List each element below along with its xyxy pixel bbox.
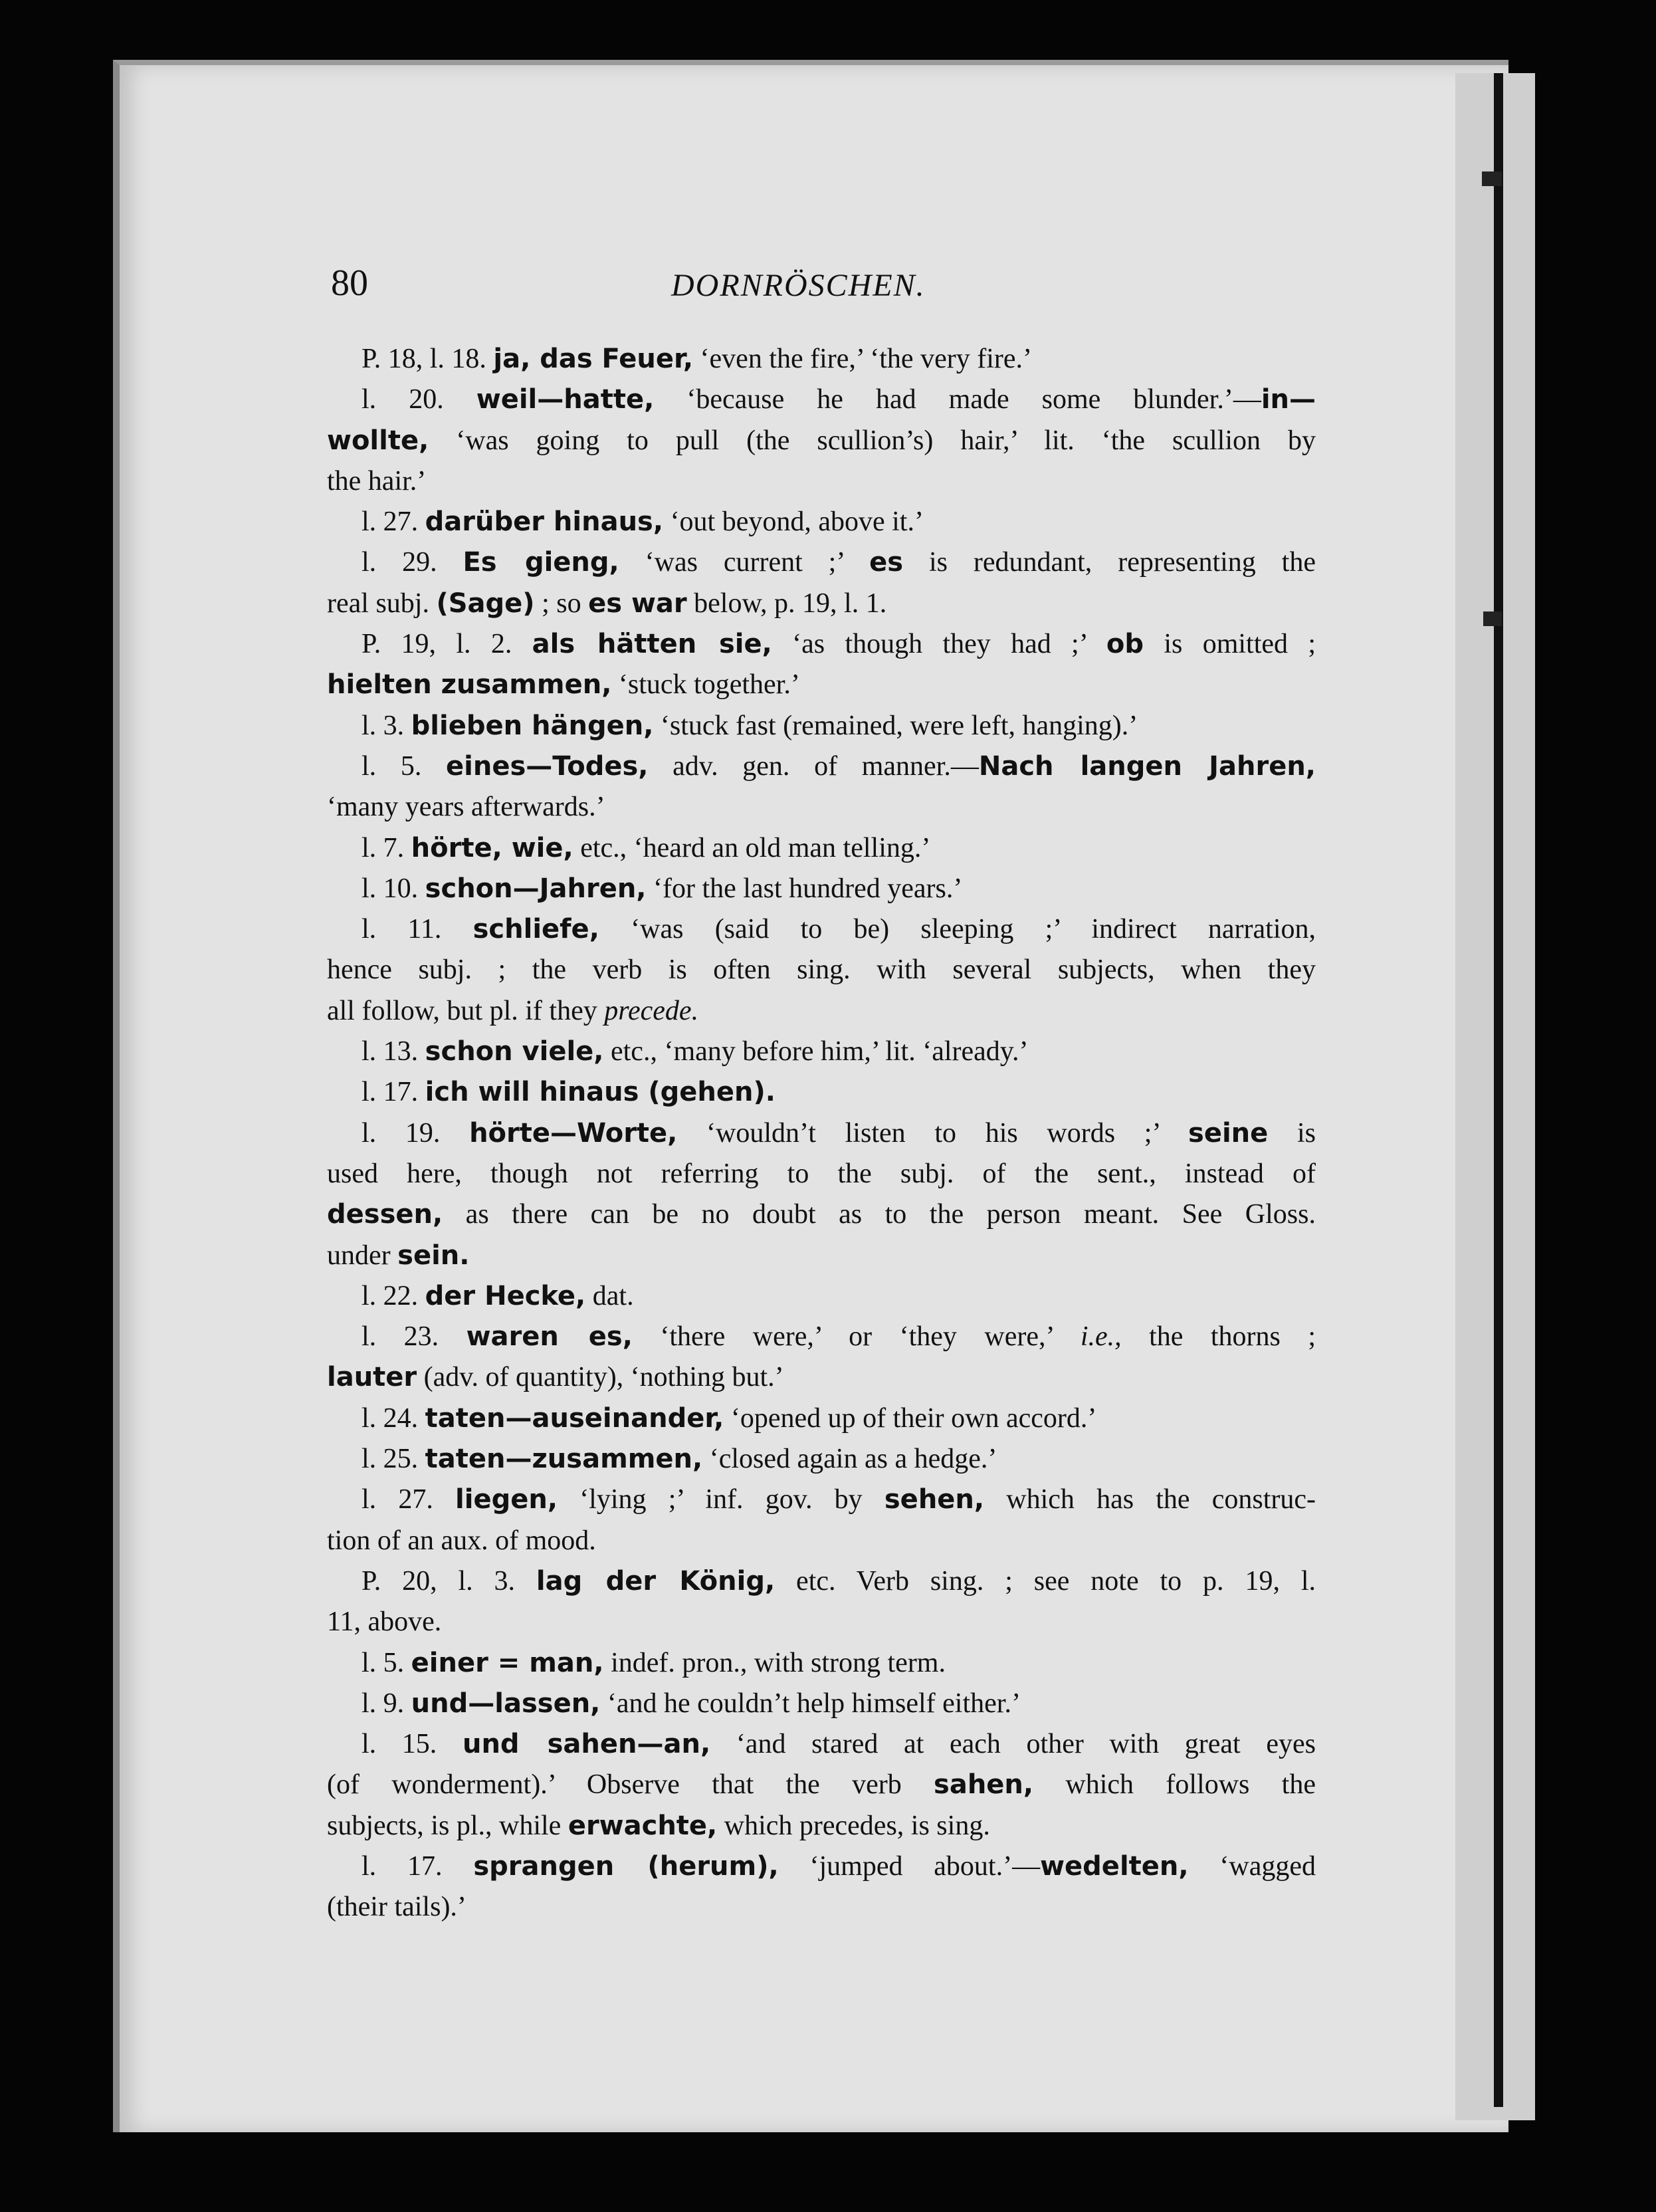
note-text: l. 17. xyxy=(362,1850,474,1882)
note-text: ‘even the fire,’ ‘the very fire.’ xyxy=(693,344,1032,374)
headword: wedelten, xyxy=(1040,1850,1189,1882)
note-text: precede. xyxy=(604,995,699,1026)
note-text: the hair.’ xyxy=(327,465,427,497)
headword: hörte, wie, xyxy=(411,832,573,863)
note-line xyxy=(327,1684,1316,1724)
note-text: adv. gen. of manner.— xyxy=(648,750,979,782)
note-line xyxy=(327,1521,1316,1561)
note-text: l. 25. xyxy=(362,1444,425,1475)
note-text: l. 5. xyxy=(362,750,447,782)
headword: ob xyxy=(1106,629,1144,660)
note-line xyxy=(327,461,1316,502)
headword: seine xyxy=(1188,1117,1269,1149)
note-text: indef. pron., with strong term. xyxy=(603,1647,946,1678)
note-line xyxy=(327,1439,1316,1480)
headword: (Sage) xyxy=(436,588,535,619)
note-line xyxy=(327,1398,1316,1439)
note-text: l. 11. xyxy=(362,914,473,945)
note-line xyxy=(327,1846,1316,1887)
page-number: 80 xyxy=(331,263,368,304)
note-text: P. 20, l. 3. xyxy=(362,1565,536,1597)
note-line xyxy=(327,542,1316,583)
headword: blieben hängen, xyxy=(411,710,654,741)
note-line xyxy=(327,706,1316,746)
headword: erwachte, xyxy=(568,1810,718,1841)
note-line xyxy=(327,1276,1316,1317)
note-text: hence subj. ; the verb is often sing. with several subjects, when they xyxy=(327,954,1316,986)
note-text: ‘many years afterwards.’ xyxy=(327,792,605,823)
running-title: DORNRÖSCHEN. xyxy=(671,268,926,303)
headword: als hätten sie, xyxy=(532,629,772,660)
note-line xyxy=(327,909,1316,950)
note-text: which has the construc- xyxy=(984,1484,1316,1515)
note-text: used here, though not referring to the subj. of the sent., instead of xyxy=(327,1158,1316,1189)
note-text: ‘because he had made some blunder.’— xyxy=(654,384,1261,415)
note-text: real subj. xyxy=(327,588,437,619)
note-text: l. 29. xyxy=(362,547,463,578)
headword: der Hecke, xyxy=(425,1280,586,1311)
note-text: ‘was going to pull (the scullion’s) hair,’ lit. ‘the scullion by xyxy=(429,425,1316,456)
headword: liegen, xyxy=(455,1484,558,1515)
note-line xyxy=(327,991,1316,1032)
headword: sein. xyxy=(397,1240,470,1271)
headword: schon—Jahren, xyxy=(425,873,647,904)
headword: schon viele, xyxy=(425,1036,604,1067)
note-text: 11, above. xyxy=(327,1606,442,1638)
notes-body xyxy=(327,339,1316,1928)
note-line xyxy=(327,1887,1316,1928)
headword: hielten zusammen, xyxy=(327,669,612,701)
note-text: (adv. of quantity), ‘nothing but.’ xyxy=(417,1362,784,1393)
headword: es war xyxy=(588,588,687,619)
headword: lauter xyxy=(327,1362,417,1393)
note-line xyxy=(327,787,1316,828)
note-text: subjects, is pl., while xyxy=(327,1810,568,1841)
note-text: l. 9. xyxy=(362,1688,411,1719)
headword: wollte, xyxy=(327,425,429,456)
note-text: etc., ‘heard an old man telling.’ xyxy=(573,832,931,863)
note-text: ‘stuck together.’ xyxy=(611,669,800,701)
note-text: is xyxy=(1268,1117,1316,1149)
headword: Nach langen Jahren, xyxy=(978,750,1316,782)
note-line xyxy=(327,380,1316,420)
note-text: P. 18, l. 18. xyxy=(362,344,494,374)
note-text: l. 22. xyxy=(362,1280,425,1311)
note-line xyxy=(327,1643,1316,1684)
note-line xyxy=(327,421,1316,461)
note-line xyxy=(327,1154,1316,1194)
note-text: ‘was (said to be) sleeping ;’ indirect narration, xyxy=(599,914,1316,945)
note-text: l. 10. xyxy=(362,873,425,904)
note-line xyxy=(327,1480,1316,1520)
headword: hörte—Worte, xyxy=(469,1117,678,1149)
note-text: below, p. 19, l. 1. xyxy=(686,588,887,619)
note-text: l. 7. xyxy=(362,832,411,863)
headword: dessen, xyxy=(327,1199,443,1230)
headword: sprangen (herum), xyxy=(473,1850,779,1882)
headword: und sahen—an, xyxy=(462,1729,711,1760)
note-text: the thorns ; xyxy=(1121,1321,1316,1353)
note-line xyxy=(327,1602,1316,1642)
note-text: P. 19, l. 2. xyxy=(362,629,532,660)
note-text: etc., ‘many before him,’ lit. ‘already.’ xyxy=(603,1036,1029,1067)
headword: und—lassen, xyxy=(411,1688,601,1719)
note-text: l. 15. xyxy=(362,1729,463,1760)
note-text: ‘closed again as a hedge.’ xyxy=(702,1444,997,1475)
note-line xyxy=(327,869,1316,909)
note-text: under xyxy=(327,1240,398,1271)
headword: darüber hinaus, xyxy=(425,506,664,538)
note-text: all follow, but pl. if they xyxy=(327,995,605,1026)
headword: lag der König, xyxy=(536,1565,776,1597)
headword: sehen, xyxy=(884,1484,985,1515)
headword: schliefe, xyxy=(472,914,599,945)
note-line xyxy=(327,1724,1316,1765)
note-text: ‘stuck fast (remained, were left, hanging).’ xyxy=(653,710,1138,741)
note-text: (their tails).’ xyxy=(327,1892,466,1923)
page-binding-edge xyxy=(1494,73,1503,2107)
note-line xyxy=(327,624,1316,665)
note-text: as there can be no doubt as to the person meant. See Gloss. xyxy=(443,1199,1316,1230)
note-text: etc. Verb sing. ; see note to p. 19, l. xyxy=(775,1565,1316,1597)
note-line xyxy=(327,584,1316,624)
note-text: ‘for the last hundred years.’ xyxy=(646,873,963,904)
note-text: l. 17. xyxy=(362,1077,425,1108)
note-text: dat. xyxy=(585,1280,634,1311)
note-line xyxy=(327,1317,1316,1357)
headword: sahen, xyxy=(934,1769,1034,1801)
headword: einer = man, xyxy=(411,1647,604,1678)
note-line xyxy=(327,746,1316,787)
headword: ja, das Feuer, xyxy=(493,344,694,374)
note-text: ‘out beyond, above it.’ xyxy=(663,506,924,538)
note-text: ‘there were,’ or ‘they were,’ xyxy=(632,1321,1081,1353)
note-line xyxy=(327,1806,1316,1846)
note-line xyxy=(327,828,1316,869)
note-line xyxy=(327,502,1316,542)
note-line xyxy=(327,1765,1316,1805)
note-line xyxy=(327,1561,1316,1602)
headword: Es gieng, xyxy=(463,547,619,578)
binding-mark xyxy=(1483,611,1502,626)
note-text: ‘and stared at each other with great eyes xyxy=(710,1729,1316,1760)
headword: weil—hatte, xyxy=(476,384,655,415)
note-line xyxy=(327,950,1316,990)
note-text: l. 27. xyxy=(362,1484,456,1515)
note-text: l. 5. xyxy=(362,1647,411,1678)
headword: taten—auseinander, xyxy=(425,1402,724,1434)
note-text: ; so xyxy=(534,588,589,619)
note-text: which precedes, is sing. xyxy=(717,1810,990,1841)
note-line xyxy=(327,1072,1316,1113)
headword: ich will hinaus (gehen). xyxy=(425,1077,776,1108)
binding-mark xyxy=(1482,171,1502,186)
note-text: ‘wouldn’t listen to his words ;’ xyxy=(677,1117,1189,1149)
note-line xyxy=(327,1236,1316,1276)
note-line xyxy=(327,339,1316,380)
note-text: ‘as though they had ;’ xyxy=(772,629,1106,660)
headword: eines—Todes, xyxy=(446,750,649,782)
note-text: (of wonderment).’ Observe that the verb xyxy=(327,1769,934,1801)
note-text: i.e., xyxy=(1080,1321,1122,1353)
headword: taten—zusammen, xyxy=(425,1444,703,1475)
note-text: ‘wagged xyxy=(1188,1850,1316,1882)
note-text: l. 24. xyxy=(362,1402,425,1434)
headword: es xyxy=(869,547,904,578)
note-text: which follows the xyxy=(1033,1769,1316,1801)
note-line xyxy=(327,1194,1316,1235)
note-text: l. 19. xyxy=(362,1117,470,1149)
note-text: ‘jumped about.’— xyxy=(778,1850,1041,1882)
note-text: l. 13. xyxy=(362,1036,425,1067)
note-text: l. 23. xyxy=(362,1321,466,1353)
note-text: is omitted ; xyxy=(1144,629,1316,660)
note-line xyxy=(327,1032,1316,1072)
note-text: is redundant, representing the xyxy=(903,547,1316,578)
note-text: ‘was current ;’ xyxy=(619,547,870,578)
note-text: ‘and he couldn’t help himself either.’ xyxy=(600,1688,1021,1719)
note-text: l. 20. xyxy=(362,384,476,415)
note-text: ‘opened up of their own accord.’ xyxy=(724,1402,1097,1434)
note-text: l. 27. xyxy=(362,506,425,538)
note-text: ‘lying ;’ inf. gov. by xyxy=(558,1484,884,1515)
headword: waren es, xyxy=(466,1321,633,1353)
note-line xyxy=(327,1113,1316,1154)
headword: in— xyxy=(1261,384,1316,415)
note-line xyxy=(327,665,1316,705)
note-line xyxy=(327,1357,1316,1398)
note-text: l. 3. xyxy=(362,710,411,741)
note-text: tion of an aux. of mood. xyxy=(327,1525,596,1556)
